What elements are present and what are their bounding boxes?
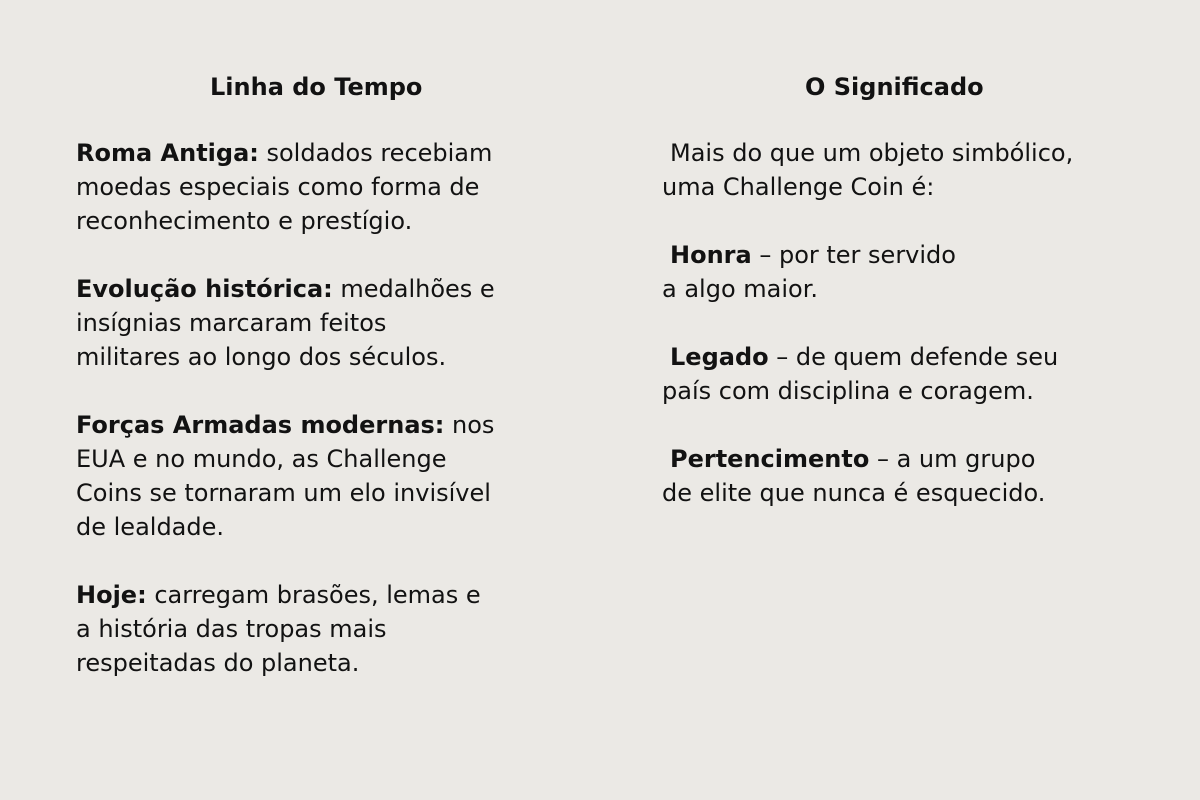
- timeline-column: [76, 70, 546, 714]
- meaning-item-honra: [662, 238, 1162, 306]
- timeline-line: [76, 136, 546, 170]
- meaning-text: – de quem defende seu: [768, 343, 1059, 371]
- timeline-item-forcas: [76, 408, 546, 544]
- timeline-line: [76, 578, 546, 612]
- timeline-term: Evolução histórica:: [76, 275, 333, 303]
- meaning-term: Legado: [670, 343, 769, 371]
- timeline-text: nos: [444, 411, 495, 439]
- meaning-intro-text: Mais do que um objeto simbólico,: [670, 139, 1074, 167]
- timeline-item-evolucao: [76, 272, 546, 374]
- meaning-item-pertencimento: [662, 442, 1162, 510]
- timeline-title: Linha do Tempo: [210, 73, 423, 101]
- meaning-term: Honra: [670, 241, 752, 269]
- meaning-item-legado: [662, 340, 1162, 408]
- meaning-line: [662, 340, 1162, 374]
- meaning-text: de elite que nunca é esquecido.: [662, 479, 1046, 507]
- timeline-text: respeitadas do planeta.: [76, 649, 360, 677]
- timeline-text: reconhecimento e prestígio.: [76, 207, 413, 235]
- timeline-term: Roma Antiga:: [76, 139, 259, 167]
- timeline-item-hoje: [76, 578, 546, 680]
- meaning-title: O Significado: [805, 73, 984, 101]
- timeline-term: Hoje:: [76, 581, 147, 609]
- timeline-text: militares ao longo dos séculos.: [76, 343, 447, 371]
- timeline-item-roma: [76, 136, 546, 238]
- meaning-text: a algo maior.: [662, 275, 818, 303]
- meaning-text: – a um grupo: [869, 445, 1036, 473]
- meaning-line: [662, 238, 1162, 272]
- meaning-column: [662, 70, 1162, 544]
- timeline-text: moedas especiais como forma de: [76, 173, 480, 201]
- timeline-text: EUA e no mundo, as Challenge: [76, 445, 447, 473]
- timeline-text: a história das tropas mais: [76, 615, 387, 643]
- timeline-line: [76, 408, 546, 442]
- meaning-line: [662, 442, 1162, 476]
- timeline-text: de lealdade.: [76, 513, 225, 541]
- meaning-intro: [662, 136, 1162, 204]
- timeline-text: Coins se tornaram um elo invisível: [76, 479, 491, 507]
- meaning-intro-text: uma Challenge Coin é:: [662, 173, 935, 201]
- timeline-text: carregam brasões, lemas e: [146, 581, 481, 609]
- timeline-text: insígnias marcaram feitos: [76, 309, 387, 337]
- timeline-line: [76, 272, 546, 306]
- timeline-text: soldados recebiam: [258, 139, 493, 167]
- timeline-term: Forças Armadas modernas:: [76, 411, 445, 439]
- meaning-term: Pertencimento: [670, 445, 870, 473]
- timeline-text: medalhões e: [332, 275, 495, 303]
- meaning-intro-line: [662, 136, 1162, 170]
- meaning-text: – por ter servido: [751, 241, 956, 269]
- meaning-text: país com disciplina e coragem.: [662, 377, 1034, 405]
